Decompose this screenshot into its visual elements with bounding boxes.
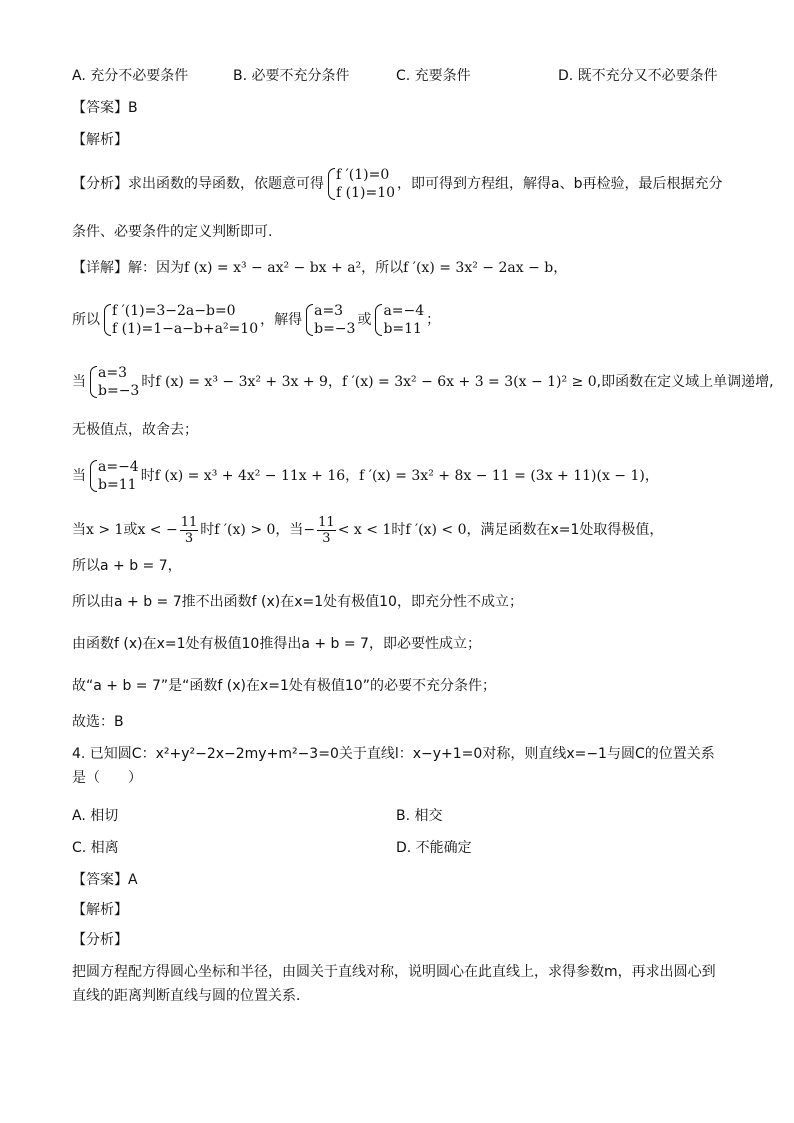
detail-end: ， [553,260,568,276]
semicolon: ； [426,312,441,328]
analysis-suffix: ，即可得到方程组，解得a、b再检验，最后根据充分 [397,176,723,192]
mono-text: 时 [391,522,406,538]
mono-math: − [303,522,316,538]
case2-function: f (x) = x³ + 4x² − 11x + 16 [154,468,346,484]
system-row: a=3 [98,365,127,381]
system-row: b=−3 [314,321,356,337]
option-a: A. 充分不必要条件 [72,68,189,84]
option-c: C. 充要条件 [396,68,471,84]
fraction [317,515,336,546]
function-expression: f (x) = x³ − ax² − bx + a² [184,260,362,276]
option-b: B. 必要不充分条件 [233,68,350,84]
fraction-numerator: 11 [180,514,198,530]
fraction-denominator: 3 [322,530,331,546]
question-4-stem: 4. 已知圆C：x²+y²−2x−2my+m²−3=0关于直线l：x−y+1=0对称，则直线x=−1与圆C的位置关系是（ ） [72,746,715,786]
detail-prefix: 【详解】解：因为 [72,260,184,276]
q4-option-c: C. 相离 [72,840,119,856]
so-text: 所以 [72,312,100,328]
when-suffix: 时 [140,468,155,484]
derivative-expression: f ′(x) = 3x² − 2ax − b [403,260,554,276]
comma: ， [345,468,360,484]
comma: ， [327,374,342,390]
mono-math: x > 1 [86,522,124,538]
equation-system [102,302,258,338]
mono-text: 当 [72,522,86,538]
analysis-prefix: 【分析】求出函数的导函数，依题意可得 [72,176,324,192]
detail-mid: ，所以 [361,260,404,276]
system-row: b=11 [98,477,137,493]
mono-text: ，当 [275,522,304,538]
mono-text: ，满足函数在x=1处取得极值， [466,522,664,538]
system-row: a=−4 [98,459,139,475]
case1-function: f (x) = x³ − 3x² + 3x + 9 [155,374,328,390]
analysis-line-2: 条件、必要条件的定义判断即可. [72,224,273,240]
q4-fenxi-heading: 【分析】 [72,932,128,948]
analysis-heading: 【解析】 [72,132,128,148]
choice-line: 故选：B [72,714,124,730]
system-row: f ′(1)=3−2a−b=0 [112,303,236,319]
fraction [180,515,199,546]
q4-option-d: D. 不能确定 [396,840,472,856]
when-text: 当 [72,468,86,484]
analysis-line [72,162,722,206]
case2-system [88,458,139,494]
sum-line: 所以a + b = 7， [72,558,182,574]
when-text: 当 [72,374,86,390]
mono-math: < x < 1 [337,522,392,538]
q4-answer-label: 【答案】A [72,872,138,888]
mono-math: x < − [137,522,178,538]
option-d: D. 既不充分又不必要条件 [558,68,718,84]
system-row: b=11 [383,321,422,337]
case1-derivative: f ′(x) = 3x² − 6x + 3 = 3(x − 1)² ≥ 0 [341,374,597,390]
case1-system [88,364,139,400]
system-row: f (1)=1−a−b+a²=10 [112,321,259,337]
system-row: a=3 [314,303,344,319]
conclusion-line: 故“a + b = 7”是“函数f (x)在x=1处有极值10”的必要不充分条件； [72,678,496,694]
case2-line [72,454,659,498]
q4-analysis-text: 把圆方程配方得圆心坐标和半径，由圆关于直线对称，说明圆心在此直线上，求得参数m，再求出圆心到直线的距离判断直线与圆的位置关系． [72,964,716,1004]
system-row: b=−3 [98,383,140,399]
answer-label: 【答案】B [72,100,138,116]
detail-line [72,258,567,278]
q4-analysis-heading: 【解析】 [72,902,128,918]
solution-2 [373,302,424,338]
case2-tail: ， [644,468,659,484]
case1-tail: ,即函数在定义域上单调递增, [596,374,774,390]
solution-1 [304,302,355,338]
system-row: f (1)=10 [336,185,396,201]
or-text: 或 [357,312,372,328]
case2-derivative: f ′(x) = 3x² + 8x − 11 = (3x + 11)(x − 1) [359,468,645,484]
fraction-numerator: 11 [318,514,335,530]
q4-option-b: B. 相交 [396,808,443,824]
mono-math: f ′(x) < 0 [405,522,467,538]
necessity-line: 由函数f (x)在x=1处有极值10推得出a + b = 7，即必要性成立； [72,636,481,652]
q4-option-a: A. 相切 [72,808,119,824]
system-row: f ′(1)=0 [336,167,390,183]
solve-text: ，解得 [260,312,303,328]
condition-system [326,166,395,202]
sufficiency-line: 所以由a + b = 7推不出函数f (x)在x=1处有极值10，即充分性不成立； [72,594,523,610]
fraction-denominator: 3 [184,530,194,546]
case1-line [72,360,774,404]
monotonic-line [72,508,663,552]
case1-line-2: 无极值点，故舍去； [72,422,198,438]
mono-math: f ′(x) > 0 [214,522,276,538]
mono-text: 时 [200,522,215,538]
mono-text: 或 [123,522,138,538]
when-suffix: 时 [141,374,156,390]
system-line [72,298,440,342]
system-row: a=−4 [383,303,425,319]
